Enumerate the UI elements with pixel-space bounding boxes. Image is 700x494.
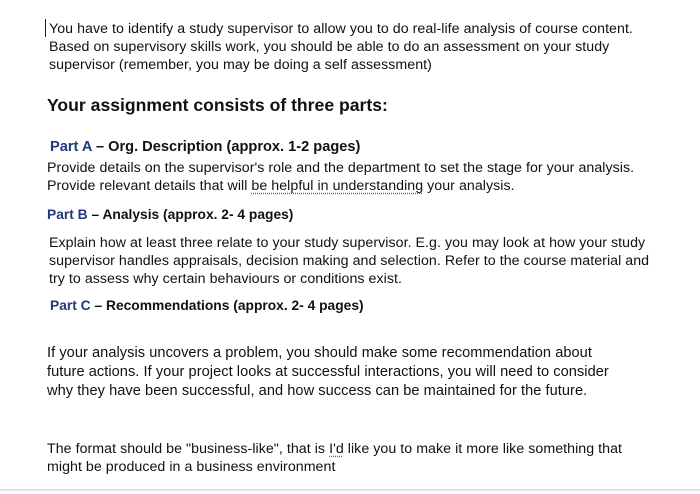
part-c-title-text: – Recommendations (approx. 2- 4 pages): [90, 298, 364, 313]
assignment-heading: Your assignment consists of three parts:: [47, 95, 388, 115]
part-a-label: Part A: [50, 139, 92, 155]
page-bottom-divider: [0, 489, 700, 491]
part-b-title: [47, 206, 293, 224]
part-b-label: Part B: [47, 207, 88, 222]
part-a-title-text: – Org. Description (approx. 1-2 pages): [91, 139, 361, 155]
part-a-body-line2-pre: Provide relevant details that will: [47, 178, 252, 194]
part-c-body: If your analysis uncovers a problem, you should make some recommendation about future actions. If your project looks at successful interactions, you will need to consider why they have been successful, and how success can be maintained for the future.: [47, 345, 609, 399]
part-a-title: [50, 138, 360, 156]
format-underlined-word: I'd: [329, 441, 344, 457]
part-a-body-line1: Provide details on the supervisor's role and the department to set the stage for your analysis.: [47, 160, 635, 176]
part-a-body-line2-post: your analysis.: [423, 178, 515, 194]
format-line2: might be produced in a business environment: [47, 459, 336, 475]
part-b-body: Explain how at least three relate to your study supervisor. E.g. you may look at how your study supervisor handles appraisals, decision making and selection. Refer to the course material and try to assess why certain behaviours or conditions exist.: [49, 235, 650, 287]
text-cursor: [45, 19, 46, 37]
part-c-title: [50, 297, 364, 315]
part-a-underlined-phrase: be helpful in understanding: [251, 178, 424, 194]
part-a-body: [47, 159, 634, 195]
intro-paragraph: You have to identify a study supervisor to allow you to do real-life analysis of course content. Based on supervisory skills work, you should be able to do an assessment on your study supervisor (remember, you may be doing a self assessment): [49, 21, 633, 73]
part-c-label: Part C: [50, 298, 91, 313]
format-line1-post: like you to make it more like something that: [343, 441, 623, 457]
part-b-title-text: – Analysis (approx. 2- 4 pages): [87, 207, 294, 222]
format-paragraph: [47, 440, 622, 476]
format-line1-pre: The format should be "business-like", that is: [47, 441, 330, 457]
